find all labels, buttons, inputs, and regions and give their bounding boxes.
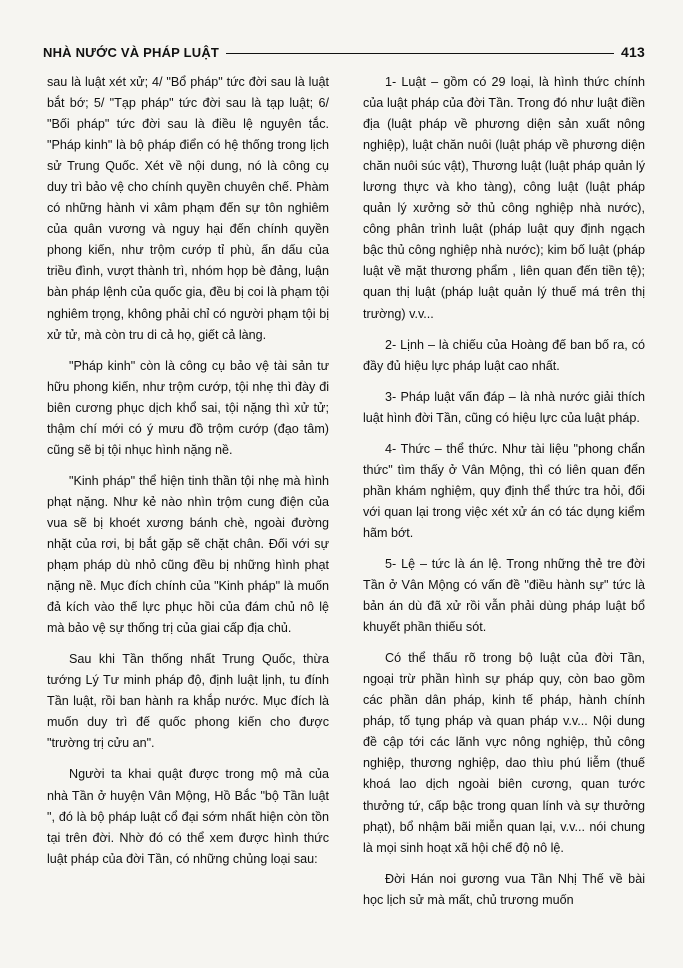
page-number: 413 — [621, 44, 645, 60]
paragraph: sau là luật xét xử; 4/ "Bổ pháp" tức đời sau là luật bắt bớ; 5/ "Tạp pháp" tức đời sau là tạp luật; 6/ "Bối pháp" tức đời sau là điều lệ nguyên tắc. "Pháp kinh" là bộ pháp điển có hệ thống trong lịch sử Trung Quốc. Xét về nội dung, nó là công cụ duy trì bảo vệ cho chính quyền chuyên chế. Phàm có những hành vi xâm phạm đến sự tôn nghiêm của quân vương và nguy hại đến chính quyền phong kiến, như trộm cướp tỉ phù, ấn dấu của triều đình, vượt thành trì, nhóm họp bè đảng, luận bàn pháp lệnh của quốc gia, đều bị coi là phạm tội nghiêm trọng, không phải chỉ có người phạm tội bị xử tử, mà còn tru di cả họ, giết cả làng. — [47, 75, 329, 342]
header-rule — [226, 53, 614, 54]
paragraph: Đời Hán noi gương vua Tần Nhị Thế về bài học lịch sử mà mất, chủ trương muốn — [363, 871, 645, 907]
paragraph: Có thể thấu rõ trong bộ luật của đời Tần, ngoại trừ phần hình sự pháp quy, còn bao gồm các phần dân pháp, kinh tế pháp, hành chính pháp, tố tụng pháp và quan pháp v.v... Nội dung đề cập tới các lãnh vực nông nghiệp, thủ công nghiệp, thương nghiệp, dao thìu phú liễm (thuế khoá lao dịch ngoài biên cương, quan tước thưởng tứ, cấp bậc trong quan lính và sự thưởng phạt), bổ nhậm bãi miễn quan lại, v.v... nói chung là mọi sinh hoạt xã hội chế độ nô lệ. — [363, 651, 645, 855]
paragraph: Sau khi Tần thống nhất Trung Quốc, thừa tướng Lý Tư minh pháp độ, định luật lịnh, tu đính Tần luật, rồi ban hành ra khắp nước. Mục đích là muốn duy trì đế quốc phong kiến cho được "trường trị cửu an". — [47, 652, 329, 751]
paragraph: "Pháp kinh" còn là công cụ bảo vệ tài sản tư hữu phong kiến, như trộm cướp, tội nhẹ thì đày đi biên cương phục dịch khổ sai, tội nặng thì xử tử; thậm chí mới có ý mưu đồ trộm cướp (đạo tâm) cũng sẽ bị tội nhục hình nặng nề. — [47, 358, 329, 457]
paragraph: 3- Pháp luật vấn đáp – là nhà nước giải thích luật hình đời Tần, cũng có hiệu lực của luật pháp. — [363, 389, 645, 425]
running-header — [43, 44, 645, 60]
paragraph: 4- Thức – thể thức. Như tài liệu "phong chẩn thức" tìm thấy ở Vân Mộng, thì có liên quan đến phần khám nghiệm, quy định thể thức tra hỏi, đối với quan lại trong việc xét xử án có tác dụng kiểm hãm bớt. — [363, 441, 645, 540]
left-column — [47, 72, 329, 911]
text-columns — [47, 72, 645, 911]
paragraph: "Kinh pháp" thể hiện tinh thần tội nhẹ mà hình phạt nặng. Như kẻ nào nhìn trộm cung điện của vua sẽ bị khoét xương bánh chè, ngoài đường nhặt của rơi, bị bắt gặp sẽ chặt chân. Đối với sự phạm pháp dù nhỏ cũng đều bị những hình phạt nặng nề. Mục đích chính của "Kinh pháp" là muốn đả kích vào thế lực phục hồi của đám chủ nô lệ mà bảo vệ sự thống trị của giai cấp địa chủ. — [47, 473, 329, 636]
paragraph: 5- Lệ – tức là án lệ. Trong những thẻ tre đời Tần ở Vân Mộng có vấn đề "điều hành sự" tức là bản án dù đã xử rồi vẫn phải dùng pháp luật bổ khuyết phần thiếu sót. — [363, 556, 645, 635]
paragraph: 1- Luật – gồm có 29 loại, là hình thức chính của luật pháp của đời Tần. Trong đó như luật điền địa (luật pháp về phương diện sản xuất nông nghiệp), luật chăn nuôi (luật pháp về phương diện chăn nuôi súc vật), Thương luật (luật pháp quản lý lương thực và kho tàng), công luật (luật pháp quản lý xưởng sở thủ công nghiệp nhà nước), công phân trình luật (pháp luật quy định ngạch bậc thủ công nghiệp nhà nước); kim bố luật (pháp luật về mặt thương phẩm , liên quan đến tiền tệ); quan thị luật (pháp luật quản lý thuế má trên thị trường) v.v... — [363, 75, 645, 321]
chapter-title: NHÀ NƯỚC VÀ PHÁP LUẬT — [43, 44, 220, 60]
paragraph: 2- Lịnh – là chiếu của Hoàng đế ban bố ra, có đầy đủ hiệu lực pháp luật cao nhất. — [363, 337, 645, 373]
right-column — [363, 72, 645, 911]
paragraph: Người ta khai quật được trong mộ mả của nhà Tần ở huyện Vân Mộng, Hồ Bắc "bộ Tần luật ", đó là bộ pháp luật cổ đại sớm nhất hiện còn tồn tại trên đời. Nhờ đó có thể xem được hình thức luật pháp của đời Tần, có những chủng loại sau: — [47, 767, 329, 866]
